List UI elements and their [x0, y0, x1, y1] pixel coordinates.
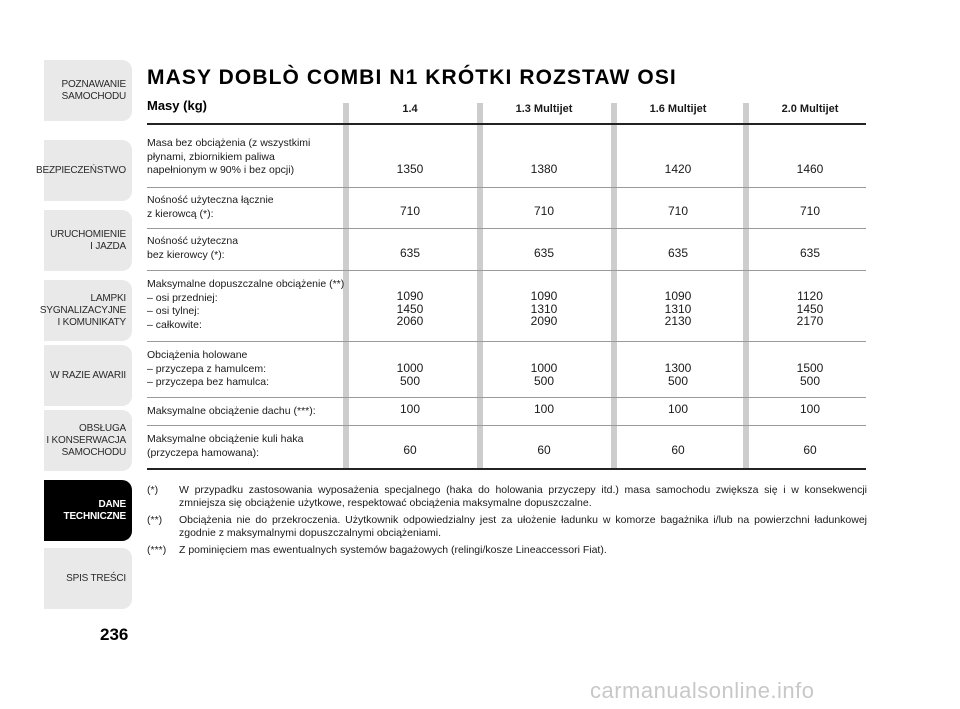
- column-header-1-3-multijet: 1.3 Multijet: [515, 103, 573, 115]
- cell-value: 635: [667, 246, 689, 260]
- tab-uruchomienie-i-jazda[interactable]: URUCHOMIENIE I JAZDA: [44, 210, 132, 271]
- cell-value: 1090 1450 2060: [396, 289, 424, 328]
- row-label-maksymalne-obciazenie: Maksymalne dopuszczalne obciążenie (**) – osi przedniej: – osi tylnej: – całkowite:: [147, 278, 345, 331]
- cell-value: 1090 1310 2130: [664, 289, 692, 328]
- cell-value: 1460: [796, 162, 824, 176]
- row-label-nosnosc-z-kierowca: Nośność użyteczna łącznie z kierowcą (*):: [147, 194, 274, 220]
- tab-bezpieczenstwo[interactable]: BEZPIECZEŃSTWO: [44, 140, 132, 201]
- cell-value: 710: [533, 204, 555, 218]
- tab-lampki-sygnalizacyjne[interactable]: LAMPKI SYGNALIZACYJNE I KOMUNIKATY: [44, 280, 132, 341]
- footnote-text: Obciążenia nie do przekroczenia. Użytkownik odpowiedzialny jest za ułożenie ładunku w komorze bagażnika i/lub na powierzchni ładunkowej zgodnie z maksymalnymi dopuszczalnymi obciążeniami.: [179, 514, 867, 539]
- chapter-sidebar: [36, 60, 132, 620]
- page-title: MASY DOBLÒ COMBI N1 KRÓTKI ROZSTAW OSI: [147, 66, 677, 89]
- cell-value: 60: [537, 443, 551, 457]
- cell-value: 1350: [396, 162, 424, 176]
- cell-value: 1380: [530, 162, 558, 176]
- cell-value: 1500 500: [796, 361, 824, 388]
- row-label-obciazenie-kuli-haka: Maksymalne obciążenie kuli haka (przyczepa hamowana):: [147, 433, 304, 459]
- footnote: [147, 514, 867, 540]
- column-header-1-4: 1.4: [402, 103, 418, 115]
- footnote-mark: (*): [147, 484, 159, 496]
- row-divider: [147, 397, 866, 398]
- column-header-2-0-multijet: 2.0 Multijet: [781, 103, 839, 115]
- cell-value: 60: [803, 443, 817, 457]
- cell-value: 635: [799, 246, 821, 260]
- cell-value: 710: [799, 204, 821, 218]
- table-top-rule: [147, 123, 866, 125]
- cell-value: 1000 500: [396, 361, 424, 388]
- tab-spis-tresci[interactable]: SPIS TREŚCI: [44, 548, 132, 609]
- cell-value: 710: [667, 204, 689, 218]
- cell-value: 635: [399, 246, 421, 260]
- row-label-masa-bez-obciazenia: Masa bez obciążenia (z wszystkimi płynami, zbiornikiem paliwa napełnionym w 90% i bez opcji): [147, 137, 311, 176]
- cell-value: 100: [667, 402, 689, 416]
- row-divider: [147, 341, 866, 342]
- row-divider: [147, 425, 866, 426]
- footnote: [147, 484, 867, 510]
- row-label-nosnosc-bez-kierowcy: Nośność użyteczna bez kierowcy (*):: [147, 235, 239, 261]
- table-header-label: Masy (kg): [147, 98, 207, 113]
- cell-value: 60: [671, 443, 685, 457]
- cell-value: 60: [403, 443, 417, 457]
- row-divider: [147, 228, 866, 229]
- cell-value: 100: [533, 402, 555, 416]
- cell-value: 1000 500: [530, 361, 558, 388]
- tab-obsluga-i-konserwacja[interactable]: OBSŁUGA I KONSERWACJA SAMOCHODU: [44, 410, 132, 471]
- cell-value: 1300 500: [664, 361, 692, 388]
- table-bottom-rule: [147, 468, 866, 470]
- cell-value: 1090 1310 2090: [530, 289, 558, 328]
- row-divider: [147, 270, 866, 271]
- footnote-mark: (**): [147, 514, 163, 526]
- cell-value: 100: [799, 402, 821, 416]
- footnotes: [147, 484, 867, 561]
- row-label-obciazenia-holowane: Obciążenia holowane – przyczepa z hamulcem: – przyczepa bez hamulca:: [147, 349, 269, 388]
- cell-value: 1420: [664, 162, 692, 176]
- column-header-1-6-multijet: 1.6 Multijet: [649, 103, 707, 115]
- cell-value: 100: [399, 402, 421, 416]
- row-label-obciazenie-dachu: Maksymalne obciążenie dachu (***):: [147, 405, 316, 417]
- cell-value: 1120 1450 2170: [796, 289, 824, 328]
- tab-poznawanie-samochodu[interactable]: POZNAWANIE SAMOCHODU: [44, 60, 132, 121]
- cell-value: 635: [533, 246, 555, 260]
- tab-dane-techniczne[interactable]: DANE TECHNICZNE: [44, 480, 132, 541]
- footnote-mark: (***): [147, 544, 167, 556]
- row-divider: [147, 187, 866, 188]
- cell-value: 710: [399, 204, 421, 218]
- tab-w-razie-awarii[interactable]: W RAZIE AWARII: [44, 345, 132, 406]
- watermark: carmanualsonline.info: [590, 678, 815, 703]
- footnote: [147, 544, 867, 557]
- footnote-text: W przypadku zastosowania wyposażenia specjalnego (haka do holowania przyczepy itd.) masa samochodu zwiększa się i w konsekwencji zmniejsza się obciążenie użytkowe, respektować obciążenia maksymalne dopuszczalne.: [179, 484, 867, 509]
- footnote-text: Z pominięciem mas ewentualnych systemów bagażowych (relingi/kosze Lineaccessori Fiat).: [179, 544, 607, 556]
- page-number: 236: [100, 625, 129, 644]
